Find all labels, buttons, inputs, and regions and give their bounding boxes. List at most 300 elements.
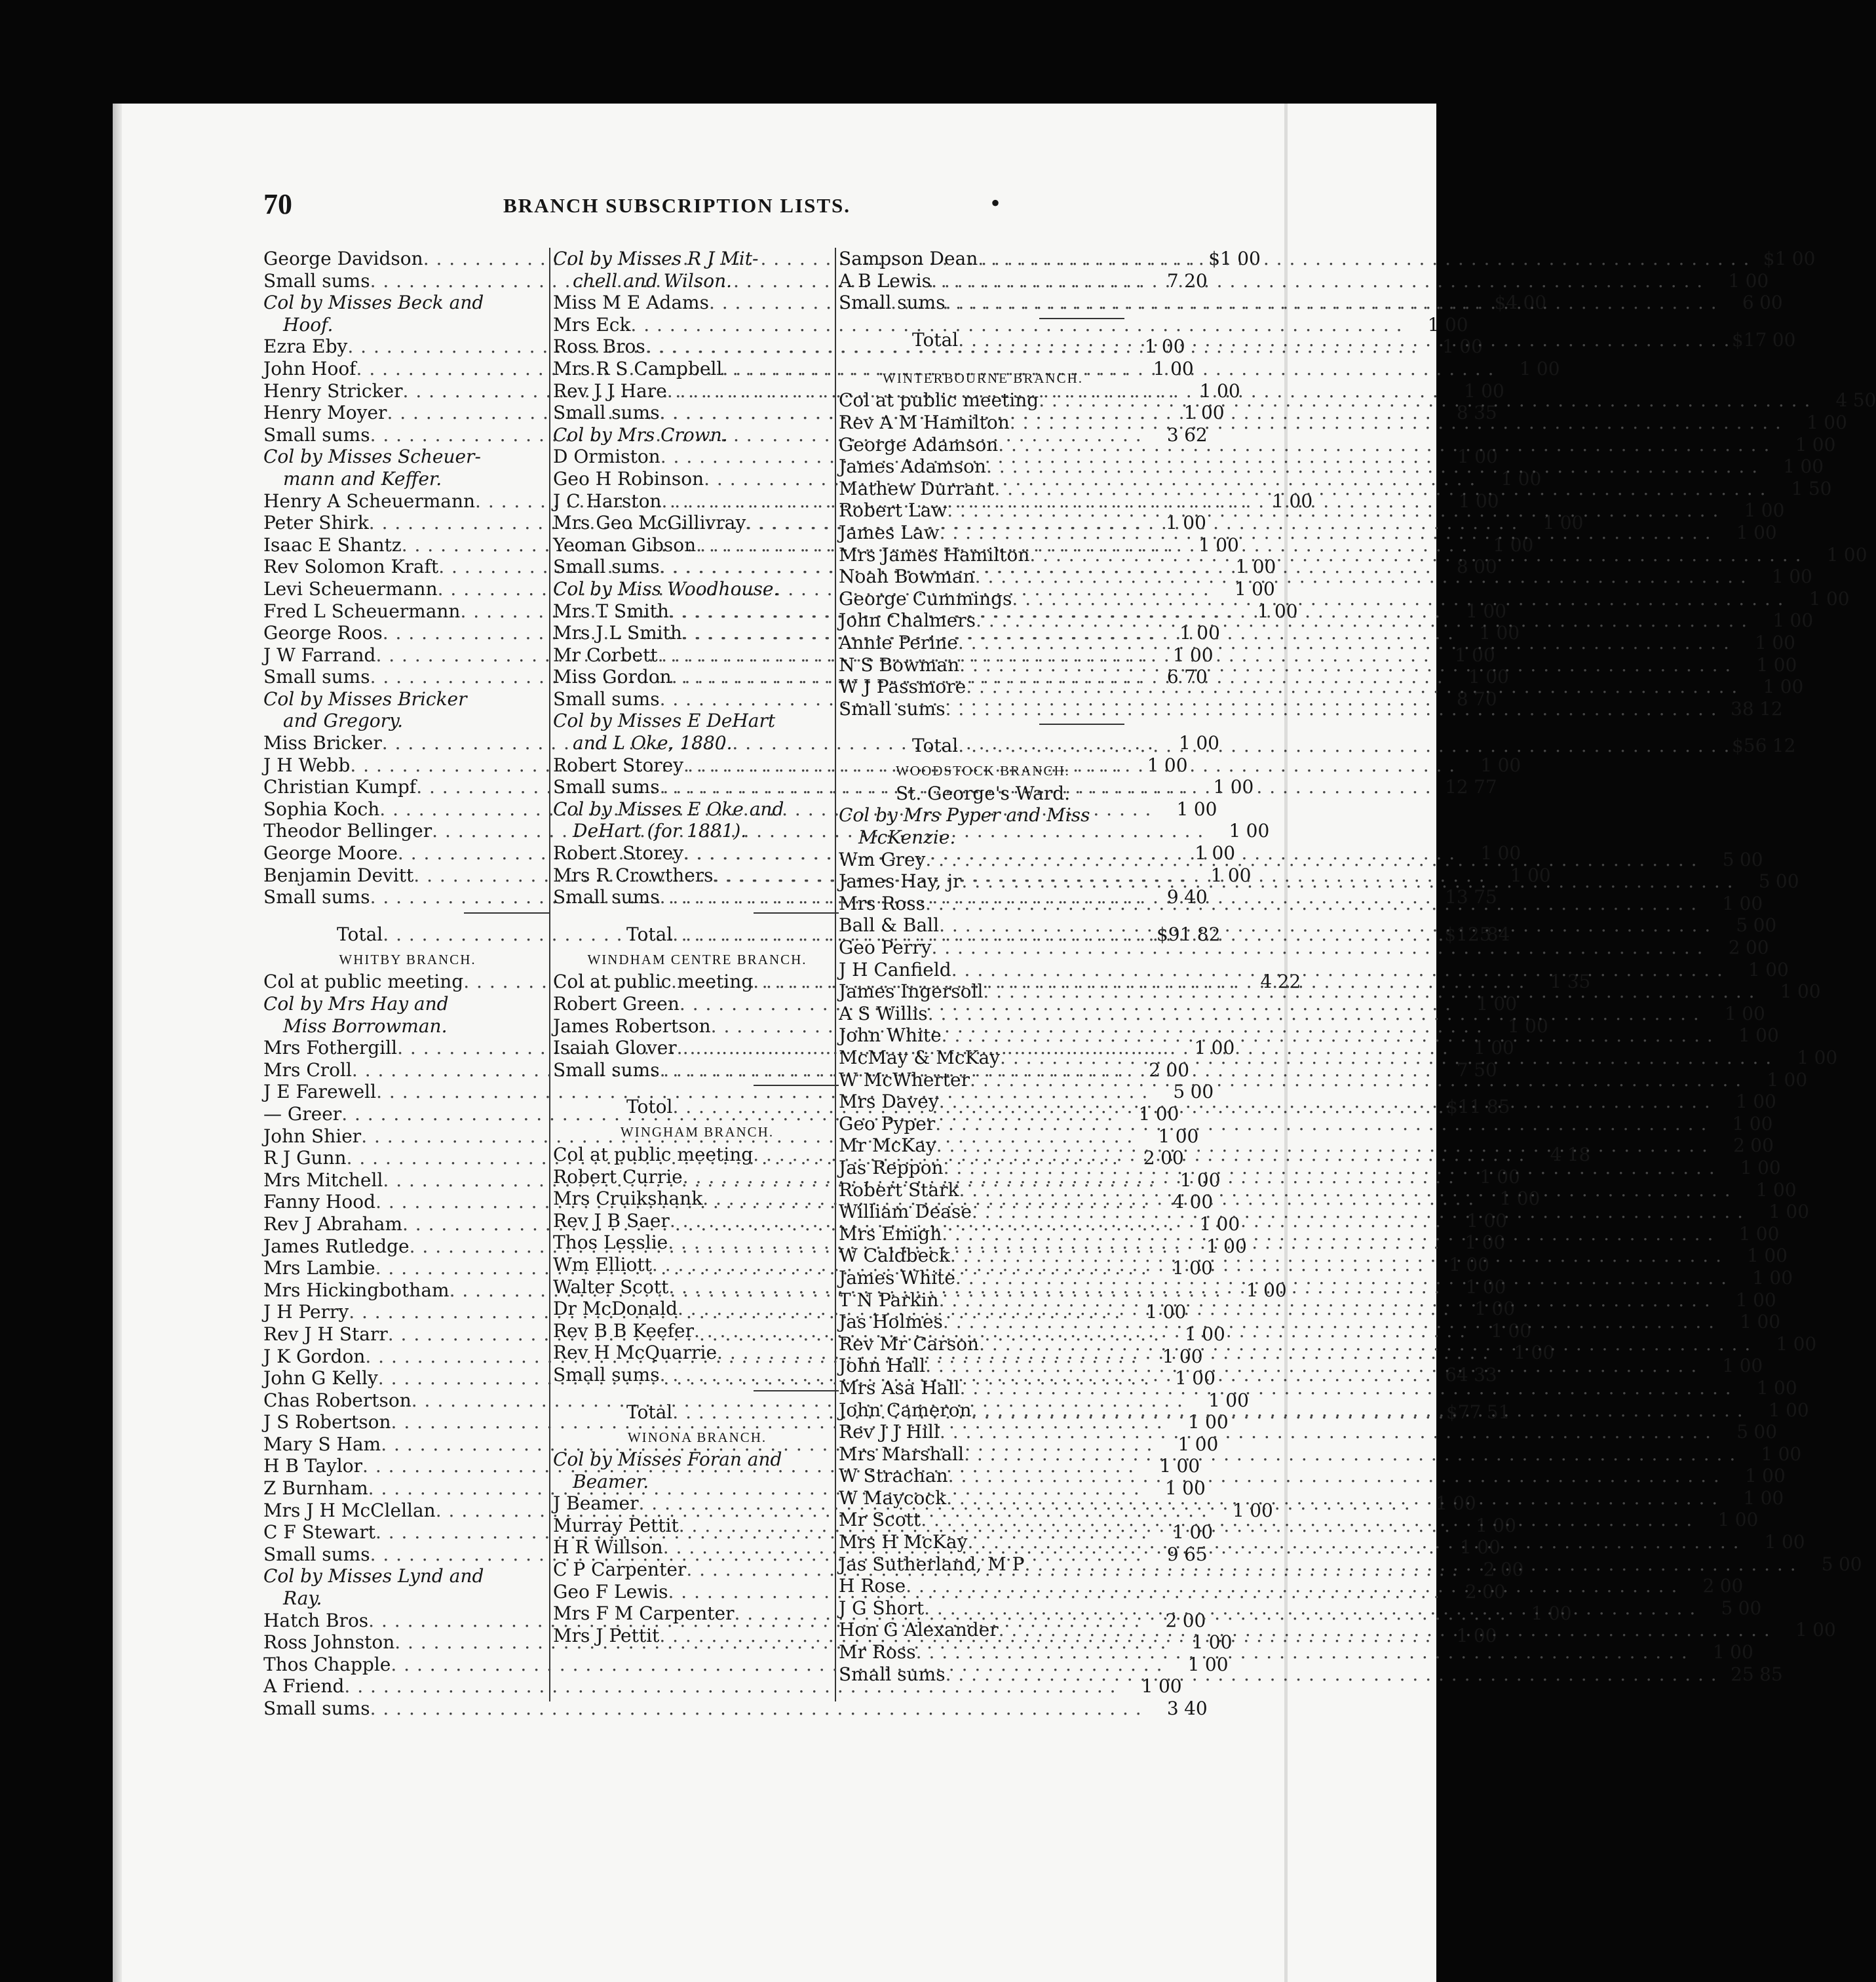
subscriber-name: Mrs Asa Hall	[839, 1376, 960, 1399]
dot-leader	[925, 893, 1697, 915]
amount-cents: 00	[1485, 666, 1509, 688]
subscriber-name: A Friend	[263, 1675, 345, 1698]
amount-dollars: 8	[1456, 402, 1468, 424]
collector-heading	[553, 248, 841, 292]
total-row	[839, 321, 1796, 355]
amount-dollars: 5	[1722, 848, 1734, 870]
subscriber-name: J H Webb	[263, 754, 351, 776]
amount-cents: 00	[1781, 1531, 1805, 1553]
amount-dollars: 1	[1738, 1222, 1751, 1245]
amount-dollars: 1	[1550, 971, 1562, 993]
amount-cents: 00	[1755, 1222, 1780, 1245]
dot-leader	[925, 849, 1697, 871]
amount-dollars: 1	[1464, 379, 1476, 402]
subscriber-name: James Robertson	[553, 1015, 711, 1037]
subscriber-name: Z Burnham	[263, 1477, 368, 1500]
amount-dollars: 1	[1187, 1653, 1200, 1675]
amount-cents: 00	[1208, 1631, 1233, 1654]
amount-cents: 85	[1486, 1096, 1510, 1118]
subscriber-name: McMay & McKay	[839, 1047, 1001, 1068]
subscriber-row	[839, 1112, 1773, 1135]
amount-cents: 75	[1474, 886, 1497, 908]
subscriber-row	[263, 1698, 1208, 1720]
collector-line: McKenzie.	[858, 826, 956, 849]
subscriber-name: Hatch Bros	[263, 1609, 369, 1631]
subscriber-name: Ezra Eby	[263, 336, 348, 358]
dot-leader	[964, 1443, 1736, 1466]
amount-dollars: 5	[1736, 1421, 1749, 1443]
amount-cents: 00	[1789, 566, 1812, 588]
collector-line: Col by Misses R J Mit-	[553, 248, 759, 269]
amount-cents: 00	[1826, 587, 1850, 610]
amount-cents: 00	[1230, 776, 1254, 798]
subscriber-row	[839, 1509, 1759, 1531]
subscriber-row	[263, 1675, 1182, 1698]
subscriber-name: Small sums	[263, 1698, 370, 1719]
subscriber-name: Geo Pyper	[839, 1112, 936, 1135]
collector-line: Hoof.	[283, 313, 334, 336]
collector-heading	[553, 578, 841, 600]
amount-dollars: 2	[1733, 1135, 1745, 1157]
amount-dollars: 1	[1795, 433, 1807, 456]
subscriber-name: D Ormiston	[553, 446, 660, 468]
amount-cents: 00	[1760, 1486, 1784, 1509]
amount-dollars: 1	[1736, 1091, 1748, 1113]
subscriber-name: J W Farrand	[263, 644, 376, 666]
amount-dollars: 1	[1791, 477, 1803, 499]
amount-cents: 00	[1497, 842, 1522, 865]
amount-dollars: 1	[1183, 402, 1196, 424]
amount-cents: 00	[1196, 622, 1220, 644]
amount-dollars: 1	[1179, 622, 1191, 644]
dot-leader	[940, 522, 1712, 544]
amount-cents: 35	[1474, 402, 1497, 424]
collector-line: Col by Misses Lynd and	[263, 1565, 484, 1587]
amount-cents: 50	[1808, 477, 1832, 499]
subscriber-row	[839, 1465, 1786, 1487]
amount-cents: 00	[1800, 456, 1824, 478]
amount-dollars: 1	[1257, 600, 1269, 622]
amount-dollars: 1	[1145, 1301, 1158, 1323]
subscriber-name: Mrs J L Smith	[553, 622, 682, 644]
subscriber-name: Mary S Ham	[263, 1433, 381, 1455]
subscriber-row	[839, 499, 1785, 522]
total-label: Total	[626, 1401, 673, 1423]
subscriber-name: J Beamer	[553, 1492, 639, 1515]
amount-dollars: 1	[1772, 566, 1784, 588]
collector-line: Miss Borrowman.	[283, 1015, 448, 1037]
collector-heading	[553, 710, 841, 754]
subscriber-name: Mrs Eck	[553, 313, 631, 336]
dot-leader	[959, 1179, 1731, 1201]
subscriber-name: Small sums	[839, 1663, 946, 1685]
subscriber-row	[839, 653, 1797, 676]
subscriber-name: Mrs F M Carpenter	[553, 1603, 735, 1625]
amount-dollars: 1	[1747, 1245, 1759, 1267]
subscriber-row	[839, 248, 1816, 270]
page-header	[263, 186, 1128, 223]
collector-heading	[263, 688, 552, 732]
subscriber-name: Small sums	[553, 688, 660, 710]
collector-line: Col by Mrs Crown.	[553, 423, 728, 446]
subscriber-name: Small sums	[553, 1059, 660, 1081]
amount-cents: 00	[1739, 892, 1763, 914]
amount-cents: 00	[1158, 1675, 1182, 1698]
amount-dollars: 8	[1456, 688, 1468, 710]
amount-dollars: 1	[1457, 446, 1469, 468]
dot-leader	[1010, 412, 1782, 434]
subscriber-name: Robert Law	[839, 499, 948, 522]
dot-leader	[955, 1267, 1727, 1289]
amount-cents: 00	[1791, 248, 1816, 269]
amount-dollars: 3	[1166, 423, 1179, 446]
amount-cents: 40	[1184, 1698, 1208, 1719]
subscriber-name: Christian Kumpf	[263, 776, 417, 798]
amount-dollars: 7	[1166, 269, 1179, 292]
amount-cents: 00	[1523, 292, 1547, 314]
amount-cents: 00	[1500, 1559, 1524, 1581]
subscriber-name: James Adamson	[839, 456, 986, 478]
amount-dollars: $56	[1731, 735, 1767, 757]
amount-dollars: 1	[1780, 981, 1792, 1003]
amount-dollars: 1	[1199, 379, 1212, 402]
subscriber-name: Robert Stark	[839, 1178, 959, 1201]
amount-dollars: 1	[1712, 1641, 1725, 1663]
amount-dollars: 1	[1208, 1389, 1220, 1411]
amount-cents: 00	[1166, 1059, 1190, 1081]
amount-cents: 00	[1493, 1514, 1516, 1536]
amount-dollars: 8	[1456, 556, 1468, 578]
subscriber-name: W McWherter	[839, 1068, 970, 1091]
amount-dollars: $1	[1763, 248, 1787, 269]
amount-dollars: 1	[1755, 1178, 1768, 1201]
dot-leader	[940, 1421, 1712, 1443]
amount-dollars: 1	[1717, 1509, 1730, 1531]
subscriber-name: Mrs H McKay	[839, 1531, 968, 1553]
amount-dollars: 1	[1768, 1399, 1780, 1421]
amount-dollars: 1	[1499, 1188, 1512, 1210]
amount-dollars: 1	[1474, 1037, 1485, 1059]
amount-cents: 00	[1475, 490, 1499, 512]
subscriber-name: Mrs Ross	[839, 892, 926, 914]
amount-dollars: 1	[1744, 499, 1756, 522]
amount-dollars: 5	[1721, 1597, 1733, 1619]
amount-cents: 00	[1753, 1091, 1776, 1113]
amount-cents: 00	[1745, 269, 1769, 292]
dot-leader	[986, 456, 1758, 478]
amount-dollars: 1	[1144, 336, 1157, 358]
amount-cents: 00	[1753, 1289, 1776, 1311]
amount-dollars: 1	[1722, 892, 1734, 914]
subscriber-name: Rev A M Hamilton	[839, 411, 1010, 433]
amount-cents: 00	[1196, 1169, 1221, 1191]
subscriber-row	[839, 292, 1783, 314]
amount-dollars: 1	[1756, 1376, 1769, 1399]
subscriber-name: Hon G Alexander	[839, 1619, 999, 1641]
amount-cents: 00	[1192, 1367, 1216, 1389]
subscriber-name: George Davidson	[263, 248, 423, 269]
subscriber-name: Rev B B Keefer	[553, 1319, 694, 1342]
amount-cents: 00	[1155, 1102, 1179, 1125]
amount-cents: 00	[1289, 490, 1313, 512]
subscriber-row	[839, 1641, 1753, 1663]
amount-dollars: 1	[1514, 1342, 1526, 1364]
amount-dollars: 1	[1464, 1232, 1477, 1254]
amount-dollars: 2	[1464, 1580, 1477, 1603]
dot-leader	[944, 1157, 1715, 1179]
amount-dollars: 1	[1466, 1209, 1478, 1232]
amount-cents: 00	[1252, 577, 1275, 600]
collector-heading	[263, 1565, 552, 1609]
collector-line: Beamer.	[573, 1470, 649, 1492]
amount-cents: 51	[1486, 1401, 1510, 1423]
amount-cents: 00	[1183, 512, 1206, 534]
amount-dollars: 1	[1807, 411, 1818, 433]
amount-cents: 00	[1246, 820, 1270, 842]
collector-line: Col by Misses Foran and	[553, 1448, 782, 1471]
amount-cents: 00	[1738, 1597, 1762, 1619]
subscriber-name: Miss Bricker	[263, 732, 382, 754]
subscriber-name: Col at public meeting	[553, 1143, 754, 1165]
subscriber-name: Mr McKay	[839, 1135, 936, 1157]
amount-dollars: 1	[1158, 1125, 1170, 1147]
amount-cents: 40	[1184, 886, 1208, 908]
amount-cents: 00	[1510, 534, 1534, 556]
amount-dollars: 1	[1761, 1443, 1773, 1465]
amount-cents: 50	[1474, 1059, 1497, 1081]
amount-cents: 00	[1560, 512, 1584, 534]
amount-dollars: 1	[1465, 1275, 1478, 1298]
dot-leader	[999, 1619, 1771, 1641]
subscriber-row	[839, 631, 1795, 654]
amount-cents: 00	[1162, 1301, 1187, 1323]
amount-cents: 00	[1176, 1455, 1200, 1477]
subscriber-row	[839, 1619, 1836, 1641]
amount-dollars: 1	[1725, 1002, 1736, 1024]
amount-cents: 00	[1497, 1165, 1520, 1188]
subscriber-row	[839, 958, 1789, 981]
amount-dollars: 2	[1165, 1609, 1177, 1631]
subscriber-name: Small sums	[553, 886, 660, 908]
amount-dollars: 4	[1835, 389, 1848, 412]
branch-title: WOODSTOCK BRANCH.	[896, 763, 1070, 779]
amount-dollars: 2	[1483, 1559, 1495, 1581]
subscriber-name: Rev J J Hill	[839, 1421, 940, 1443]
collector-line: Ray.	[283, 1587, 322, 1610]
amount-cents: 00	[1824, 411, 1847, 433]
amount-dollars: 2	[1702, 1575, 1715, 1597]
amount-dollars: 1	[1194, 1037, 1206, 1059]
subscriber-name: Sophia Koch	[263, 798, 380, 820]
amount-dollars: 1	[1458, 490, 1470, 512]
amount-dollars: 4	[1260, 971, 1273, 993]
collector-line: Col by Misses Beck and	[263, 292, 484, 314]
subscriber-row	[553, 688, 1497, 710]
subscriber-name: Rev J J Hare	[553, 379, 667, 402]
amount-cents: 00	[1750, 1135, 1774, 1157]
amount-cents: 00	[1759, 292, 1783, 314]
amount-cents: 00	[1223, 1235, 1247, 1257]
subscriber-name: W Strachan	[839, 1465, 948, 1487]
subscriber-name: Mrs Fothergill	[263, 1037, 398, 1059]
subscriber-name: Small sums	[553, 776, 660, 798]
amount-dollars: 1	[1147, 754, 1159, 776]
total-label: Total	[337, 923, 383, 945]
amount-cents: 00	[1508, 1319, 1532, 1342]
subscriber-row	[839, 587, 1850, 610]
amount-cents: 00	[1474, 556, 1497, 578]
subscriber-name: John White	[839, 1024, 942, 1047]
amount-dollars: 1	[1233, 1499, 1244, 1521]
amount-cents: 00	[1719, 1575, 1744, 1597]
subscriber-row	[839, 566, 1812, 588]
amount-dollars: $77	[1445, 1401, 1482, 1423]
subscriber-name: George Roos	[263, 622, 383, 644]
subscriber-name: William Dease	[839, 1201, 972, 1223]
amount-dollars: 1	[1460, 1536, 1472, 1559]
amount-dollars: $125	[1444, 923, 1491, 945]
dot-leader	[967, 1531, 1739, 1553]
amount-dollars: 1	[1456, 1624, 1468, 1646]
subscriber-name: James Hay, jr	[839, 870, 962, 893]
amount-dollars: 1	[1427, 313, 1440, 336]
amount-dollars: 13	[1445, 886, 1468, 908]
amount-cents: 00	[1453, 1492, 1476, 1515]
subscriber-row	[839, 1311, 1781, 1333]
amount-dollars: 1	[1141, 1675, 1153, 1698]
subscriber-name: J K Gordon	[263, 1345, 366, 1367]
subscriber-row	[839, 1266, 1793, 1289]
dot-leader	[958, 632, 1730, 654]
amount-dollars: 1	[1213, 776, 1225, 798]
amount-dollars: 5	[1173, 1081, 1185, 1103]
subscriber-name: H R Willson	[553, 1536, 663, 1559]
amount-cents: 00	[1730, 1641, 1753, 1663]
subscriber-row	[839, 1421, 1778, 1443]
amount-cents: 00	[1202, 1323, 1225, 1345]
amount-cents: 00	[1473, 1624, 1497, 1646]
dot-leader	[939, 914, 1711, 937]
subscriber-name: W J Passmore	[839, 676, 967, 698]
dot-leader	[924, 1597, 1696, 1620]
amount-cents: 00	[1812, 1619, 1836, 1641]
amount-dollars: 1	[1454, 644, 1466, 666]
subscriber-row	[839, 1222, 1780, 1245]
subscriber-name: Walter Scott	[553, 1275, 669, 1298]
dot-leader	[959, 654, 1731, 676]
amount-cents: 00	[1204, 1653, 1229, 1675]
page-edge	[113, 104, 122, 1982]
amount-cents: 00	[1843, 543, 1867, 566]
amount-dollars: 1	[1234, 577, 1246, 600]
sum-rule	[464, 912, 549, 914]
subscriber-name: Yeoman Gibson	[553, 534, 697, 556]
amount-cents: 00	[1466, 1253, 1490, 1275]
amount-dollars: 1	[1728, 269, 1740, 292]
amount-cents: 00	[1482, 1275, 1506, 1298]
subscriber-name: Small sums	[263, 666, 370, 688]
dot-leader	[1012, 588, 1784, 610]
subscriber-name: Rev J B Saer	[553, 1209, 670, 1232]
amount-cents: 00	[1164, 754, 1188, 776]
amount-cents: 00	[1483, 600, 1507, 622]
subscriber-name: Small sums	[553, 556, 660, 578]
amount-cents: 00	[1189, 1191, 1214, 1213]
amount-cents: 00	[1193, 798, 1217, 820]
amount-dollars: 1	[1748, 958, 1760, 981]
amount-dollars: 1	[1795, 1619, 1807, 1641]
subscriber-name: A B Lewis	[839, 269, 932, 292]
dot-leader	[1029, 544, 1801, 566]
subscriber-name: Col at public meeting	[839, 389, 1039, 412]
amount-cents: 00	[1175, 1125, 1199, 1147]
amount-dollars: 1	[1480, 1165, 1491, 1188]
subscriber-name: Small sums	[263, 886, 370, 908]
sum-rule	[1039, 724, 1124, 725]
amount-dollars: 1	[1531, 1603, 1543, 1625]
amount-cents: 70	[1184, 666, 1208, 688]
dot-leader	[921, 1509, 1693, 1531]
ward-title: St. George's Ward.	[895, 782, 1071, 804]
dot-leader	[951, 959, 1723, 981]
dot-leader	[931, 937, 1703, 959]
subscriber-name: A S Willis	[839, 1002, 928, 1024]
amount-cents: 00	[1189, 644, 1214, 666]
subscriber-name: Mrs R Crowthers	[553, 864, 714, 886]
dot-leader	[1000, 1047, 1772, 1069]
subscriber-name: Jas Reppon	[839, 1156, 944, 1178]
subscriber-name: Sampson Dean	[839, 248, 978, 269]
subscriber-name: Fred L Scheuermann	[263, 600, 461, 622]
amount-cents: 00	[1742, 1002, 1765, 1024]
subscriber-name: Mrs R S Campbell	[553, 357, 723, 379]
collector-line: Col by Mrs Pyper and Miss	[839, 804, 1090, 826]
dot-leader	[943, 1311, 1715, 1333]
amount-dollars: 1	[1809, 587, 1821, 610]
subscriber-row	[839, 1597, 1762, 1620]
amount-dollars: 64	[1445, 1363, 1468, 1386]
collector-heading	[263, 993, 552, 1037]
amount-dollars: 1	[1480, 754, 1493, 776]
subscriber-name: Mrs Croll	[263, 1059, 352, 1081]
amount-cents: 00	[1793, 1332, 1817, 1355]
subscriber-row	[839, 870, 1799, 893]
amount-cents: 00	[1761, 499, 1785, 522]
subscriber-name: Geo Perry	[839, 937, 932, 959]
amount-dollars: 1	[1736, 521, 1748, 543]
page-number: 70	[263, 188, 292, 220]
amount-dollars: 9	[1166, 886, 1179, 908]
subscriber-name: Jas Holmes	[839, 1311, 943, 1333]
amount-cents: 00	[1749, 1112, 1773, 1135]
subscriber-name: Annie Perine	[839, 631, 958, 653]
amount-cents: 00	[1189, 1521, 1214, 1544]
amount-cents: 00	[1211, 1037, 1235, 1059]
total-line	[839, 321, 1796, 355]
subscriber-name: Mrs Mitchell	[263, 1169, 383, 1191]
amount-cents: 00	[1205, 1411, 1229, 1433]
amount-dollars: 1	[1175, 1367, 1187, 1389]
dot-leader	[972, 1399, 1744, 1422]
amount-dollars: 1	[1722, 1355, 1734, 1377]
amount-cents: 00	[1739, 848, 1763, 870]
amount-dollars: 1	[1466, 600, 1478, 622]
subscriber-row	[839, 1047, 1838, 1069]
subscriber-name: James Ingersoll	[839, 981, 984, 1003]
subscriber-row	[553, 313, 1468, 336]
amount-cents: 00	[1536, 357, 1560, 379]
subscriber-name: Mrs J H McClellan	[263, 1499, 436, 1521]
